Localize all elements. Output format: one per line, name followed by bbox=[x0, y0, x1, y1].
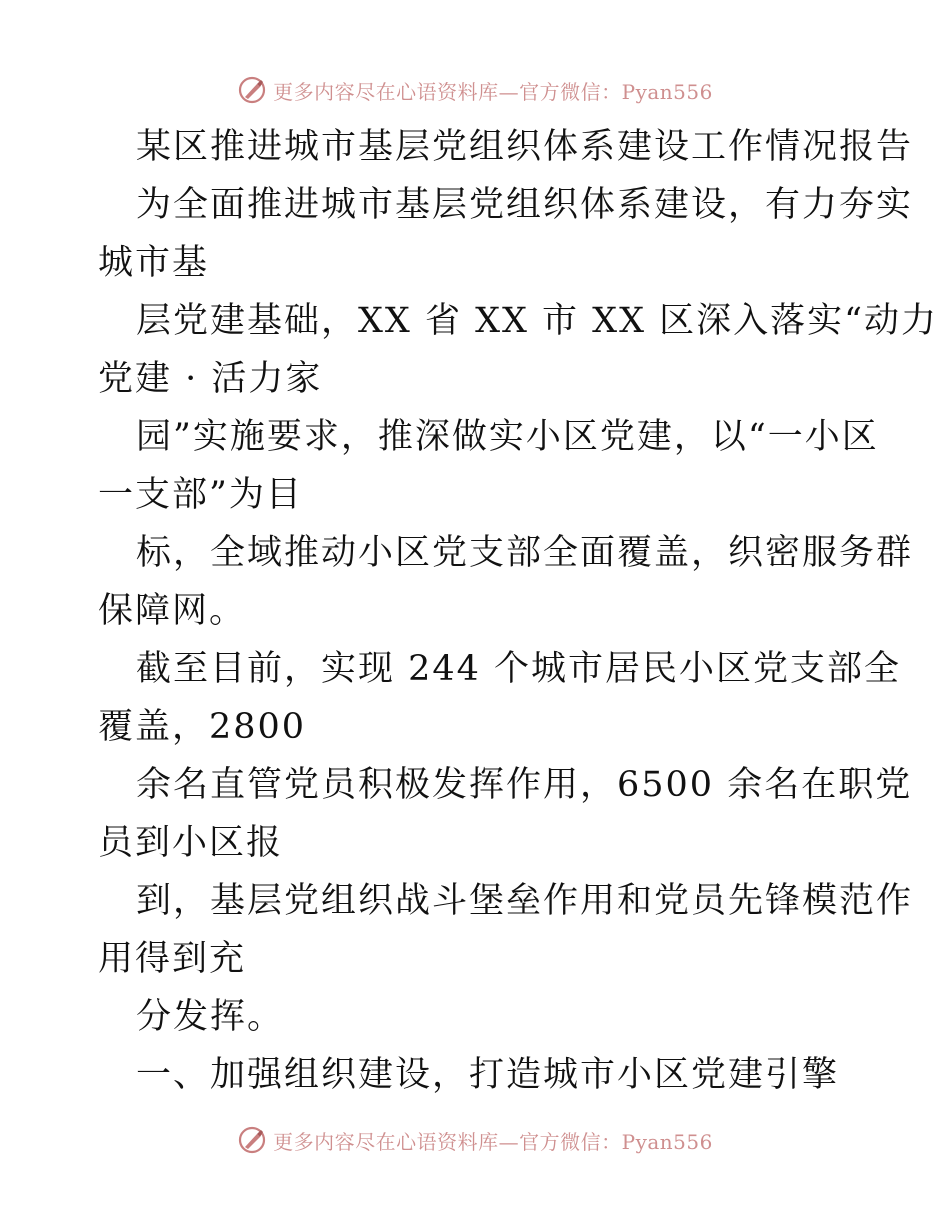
quill-logo-icon bbox=[237, 1125, 267, 1155]
document-title: 某区推进城市基层党组织体系建设工作情况报告 bbox=[136, 127, 914, 167]
paragraph-line: 城市基 bbox=[98, 243, 210, 283]
paragraph-line: 标，全域推动小区党支部全面覆盖，织密服务群 bbox=[136, 533, 914, 573]
paragraph-line: 分发挥。 bbox=[136, 997, 285, 1037]
paragraph-line: 用得到充 bbox=[98, 939, 247, 979]
paragraph-line: 保障网。 bbox=[98, 591, 247, 631]
paragraph-line: 到，基层党组织战斗堡垒作用和党员先锋模范作 bbox=[136, 881, 914, 921]
paragraph-line: 为全面推进城市基层党组织体系建设，有力夯实 bbox=[136, 185, 914, 225]
paragraph-line: 覆盖，2800 bbox=[98, 707, 307, 747]
paragraph-line: 余名直管党员积极发挥作用，6500 余名在职党 bbox=[136, 765, 913, 805]
header-banner-text: 更多内容尽在心语资料库—官方微信：Pyan556 bbox=[273, 79, 713, 104]
document-body bbox=[98, 118, 939, 1104]
paragraph-line: 园”实施要求，推深做实小区党建，以“一小区 bbox=[136, 417, 879, 457]
quill-logo-icon bbox=[237, 75, 267, 105]
footer-banner-text: 更多内容尽在心语资料库—官方微信：Pyan556 bbox=[273, 1129, 713, 1154]
paragraph-line: 层党建基础，XX 省 XX 市 XX 区深入落实“动力 bbox=[136, 301, 939, 341]
section-heading: 一、加强组织建设，打造城市小区党建引擎 bbox=[136, 1055, 840, 1095]
paragraph-line: 党建 · 活力家 bbox=[98, 359, 323, 399]
header-banner bbox=[0, 70, 950, 110]
paragraph-line: 截至目前，实现 244 个城市居民小区党支部全 bbox=[136, 649, 902, 689]
footer-banner bbox=[0, 1120, 950, 1160]
paragraph-line: 员到小区报 bbox=[98, 823, 284, 863]
paragraph-line: 一支部”为目 bbox=[98, 475, 303, 515]
